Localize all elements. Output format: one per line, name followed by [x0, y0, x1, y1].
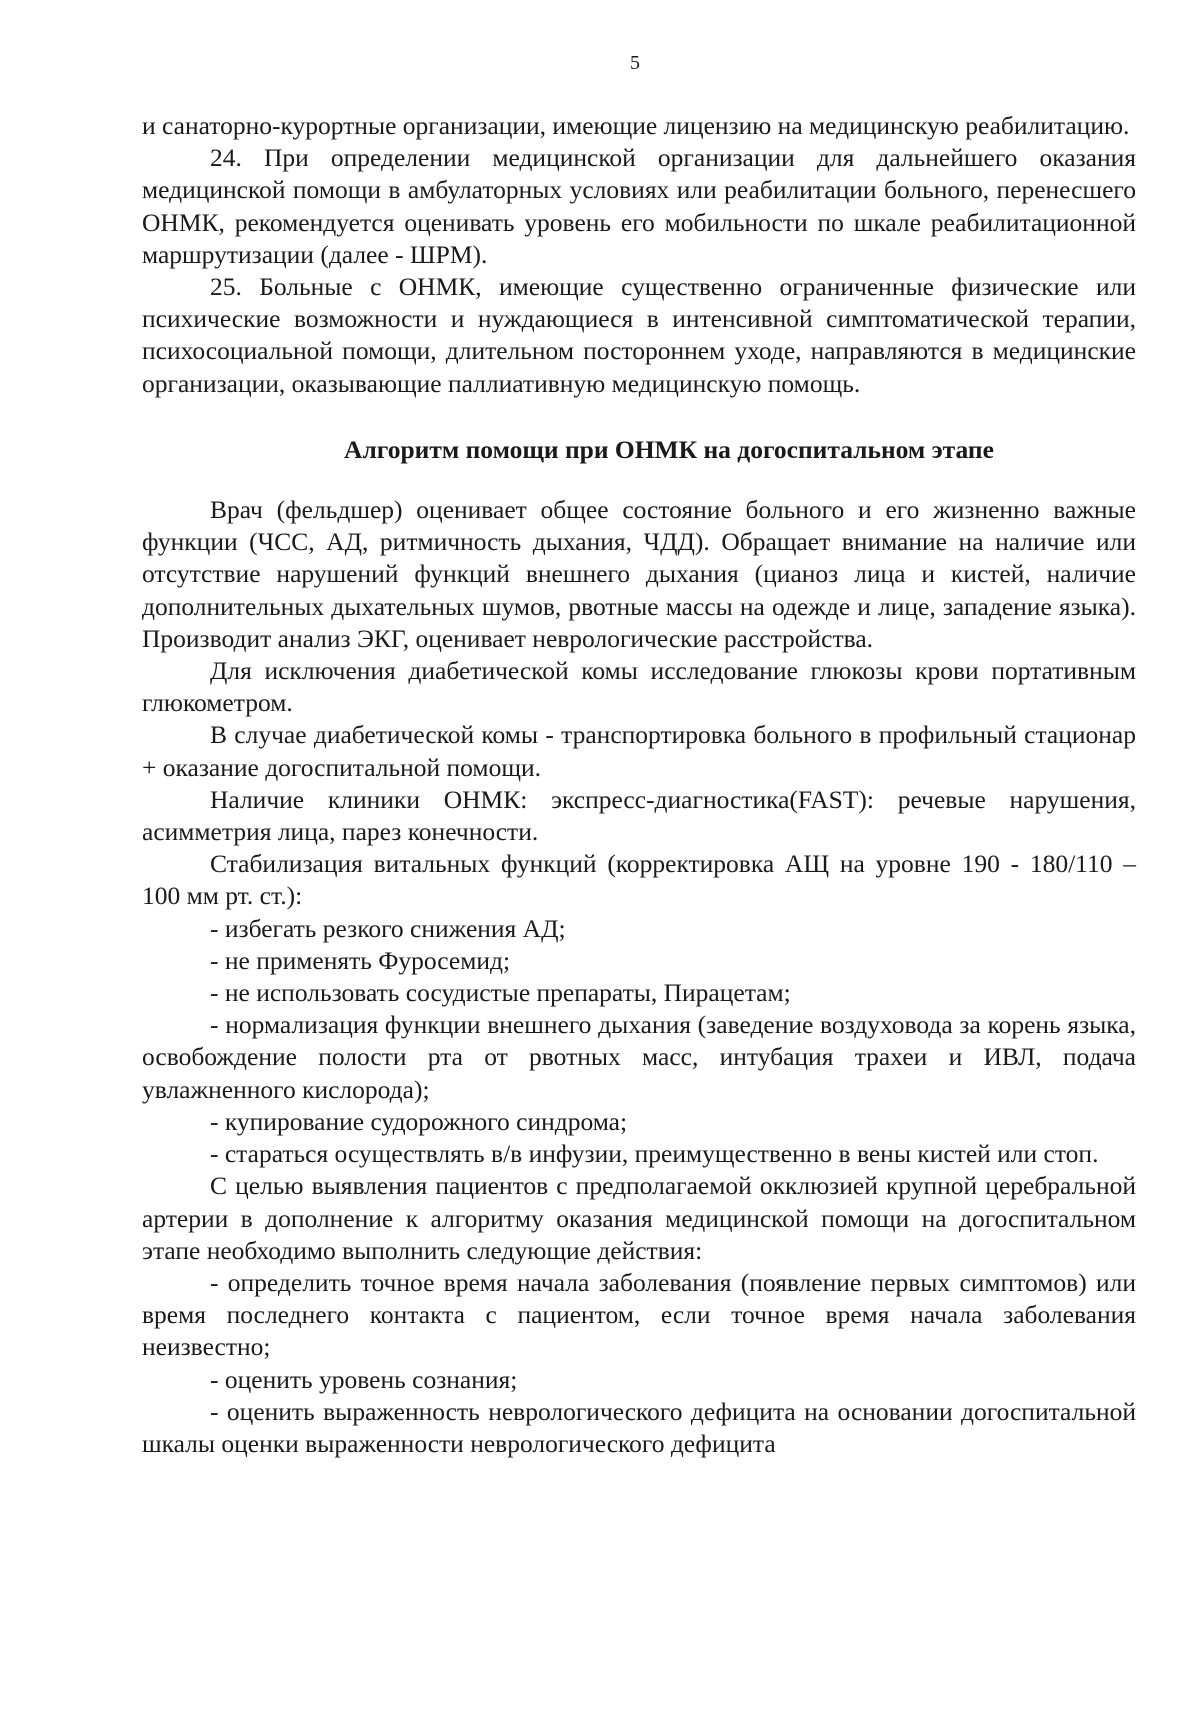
list-item: - нормализация функции внешнего дыхания (заведение воздуховода за корень языка, освобождение полости рта от рвотных масс, интубация трахеи и ИВЛ, подача увлажненного кислорода);: [142, 1010, 1136, 1104]
paragraph-fast: Наличие клиники ОНМК: экспресс-диагностика(FAST): речевые нарушения, асимметрия лица, парез конечности.: [142, 784, 1136, 847]
list-item: - определить точное время начала заболевания (появление первых симптомов) или время последнего контакта с пациентом, если точное время начала заболевания неизвестно;: [142, 1267, 1136, 1362]
section-heading: Алгоритм помощи при ОНМК на догоспитальном этапе: [344, 434, 994, 464]
list-item: - оценить выраженность неврологического дефицита на основании догоспитальной шкалы оценки выраженности неврологического дефицита: [142, 1396, 1136, 1458]
paragraph-24: 24. При определении медицинской организации для дальнейшего оказания медицинской помощи в амбулаторных условиях или реабилитации больного, перенесшего ОНМК, рекомендуется оценивать уровень его мобильности по шкале реабилитационной маршрутизации (далее - ШРМ).: [142, 143, 1136, 269]
list-item: - избегать резкого снижения АД;: [210, 913, 566, 943]
paragraph-continuation: и санаторно-курортные организации, имеющие лицензию на медицинскую реабилитацию.: [142, 111, 1130, 140]
document-body: [142, 110, 1136, 1460]
paragraph-assessment: Врач (фельдшер) оценивает общее состояние больного и его жизненно важные функции (ЧСС, АД, ритмичность дыхания, ЧДД). Обращает внимание на наличие или отсутствие нарушений функций внешнего дыхания (цианоз лица и кистей, наличие дополнительных дыхательных шумов, рвотные массы на одежде и лице, западение языка). Производит анализ ЭКГ, оценивает неврологические расстройства.: [142, 495, 1136, 653]
paragraph-glucose: Для исключения диабетической комы исследование глюкозы крови портативным глюкометром.: [142, 656, 1136, 718]
paragraph-occlusion: С целью выявления пациентов с предполагаемой окклюзией крупной церебральной артерии в дополнение к алгоритму оказания медицинской помощи на догоспитальном этапе необходимо выполнить следующие действия:: [142, 1171, 1136, 1265]
list-item: - стараться осуществлять в/в инфузии, преимущественно в вены кистей или стоп.: [210, 1139, 1099, 1169]
page-number: 5: [630, 52, 640, 74]
paragraph-25: 25. Больные с ОНМК, имеющие существенно ограниченные физические или психические возможности и нуждающиеся в интенсивной симптоматической терапии, психосоциальной помощи, длительном постороннем уходе, направляются в медицинские организации, оказывающие паллиативную медицинскую помощь.: [142, 272, 1136, 398]
paragraph-stabilization: Стабилизация витальных функций (корректировка АЩ на уровне 190 - 180/110 – 100 мм рт. ст.):: [142, 849, 1136, 911]
list-item: - купирование судорожного синдрома;: [210, 1106, 628, 1136]
list-item: - не применять Фуросемид;: [210, 945, 511, 975]
list-item: - не использовать сосудистые препараты, Пирацетам;: [210, 978, 791, 1008]
paragraph-diabetic-coma: В случае диабетической комы - транспортировка больного в профильный стационар + оказание догоспитальной помощи.: [142, 720, 1136, 782]
list-item: - оценить уровень сознания;: [210, 1364, 518, 1394]
